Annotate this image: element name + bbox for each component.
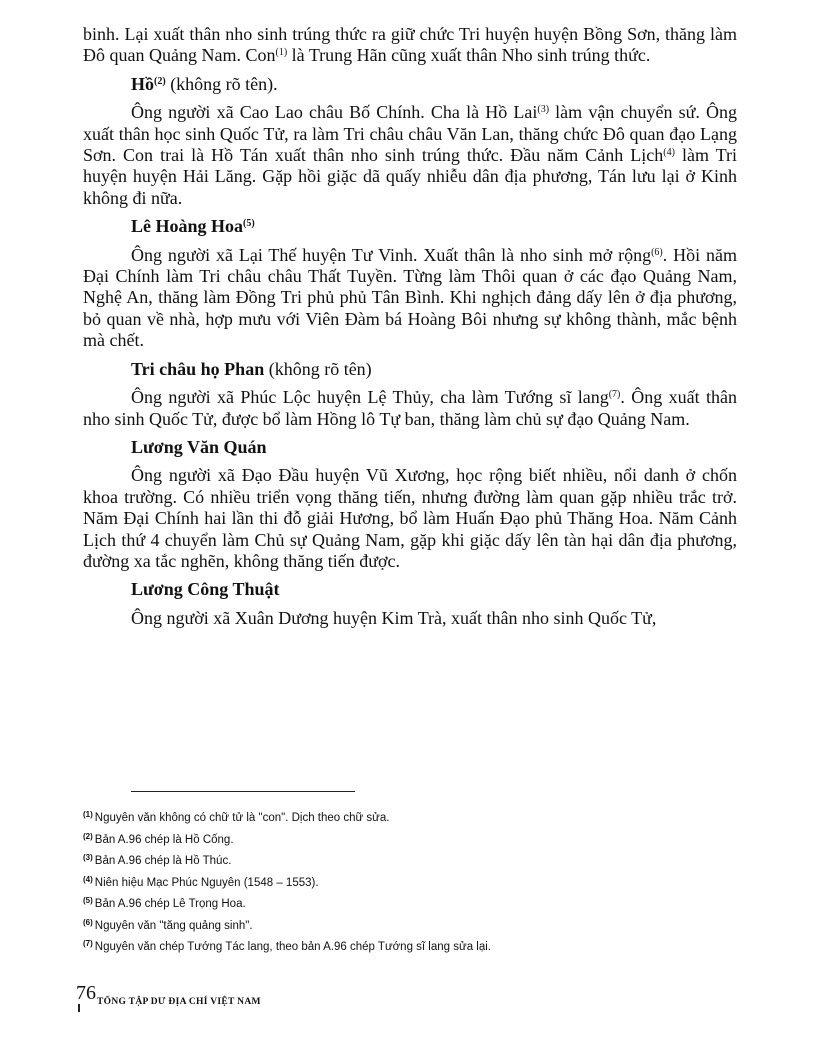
entry-heading-luong-cong-thuat: Lương Công Thuật (131, 579, 280, 600)
page-footer (76, 982, 261, 1007)
paragraph-luong-cong-thuat: Ông người xã Xuân Dương huyện Kim Trà, xuất thân nho sinh Quốc Tử, (131, 607, 657, 628)
footnote-ref[interactable]: (5) (243, 218, 255, 230)
footnote-ref[interactable]: (7) (608, 389, 621, 401)
entry-heading-le-hoang-hoa: Lê Hoàng Hoa$^{(5)}$ (131, 216, 255, 237)
running-head: TỔNG TẬP DƯ ĐỊA CHÍ VIỆT NAM (97, 997, 261, 1007)
page-body (83, 24, 737, 629)
footnote-ref[interactable]: (4) (663, 147, 675, 159)
footnotes (83, 811, 743, 962)
footnote-item: $^{(4)}$ Niên hiệu Mạc Phúc Nguyên (1548 – 1553). (83, 874, 319, 889)
paragraph-continuation: binh. Lại xuất thân nho sinh trúng thức ra giữ chức Tri huyện huyện Bồng Sơn, thăng làm Đô quan Quảng Nam. Con$^{(1)}$ là Trung Hãn cũng xuất thân Nho sinh trúng thức. (83, 24, 737, 66)
footnote-item: $^{(1)}$ Nguyên văn không có chữ tử là "con". Dịch theo chữ sửa. (83, 810, 390, 824)
footnote-ref[interactable]: (2) (154, 75, 166, 87)
paragraph-le-hoang-hoa: Ông người xã Lại Thế huyện Tư Vinh. Xuất thân là nho sinh mở rộng$^{(6)}$. Hồi năm Đại Chính làm Tri châu châu Thất Tuyền. Từng làm Thôi quan ở các đạo Quảng Nam, Nghệ An, thăng làm Đồng Tri phủ phủ Tân Bình. Khi nghịch đảng dấy lên ở địa phương, bỏ quan về nhà, hợp mưu với Viên Đàm bá Hoàng Bôi nhưng sự không thành, mắc bệnh mà chết. (83, 244, 737, 351)
entry-heading-luong-van-quan: Lương Văn Quán (131, 436, 267, 457)
footnote-item: $^{(7)}$ Nguyên văn chép Tướng Tác lang, theo bản A.96 chép Tướng sĩ lang sửa lại. (83, 939, 491, 953)
paragraph-luong-van-quan: Ông người xã Đạo Đầu huyện Vũ Xương, học rộng biết nhiều, nổi danh ở chốn khoa trường. Có nhiều triển vọng thăng tiến, nhưng đường làm quan gặp nhiều trắc trở. Năm Đại Chính hai lần thi đỗ giải Hương, bổ làm Huấn Đạo phủ Thăng Hoa. Năm Cảnh Lịch thứ 4 chuyển làm Chủ sự Quảng Nam, gặp khi giặc dấy lên tàn hại dân địa phương, đường xa tắc nghẽn, không thăng tiến được. (83, 465, 737, 571)
footnote-ref[interactable]: (6) (651, 246, 663, 258)
entry-heading-ho: Hồ$^{(2)}$ (không rõ tên). (131, 73, 278, 94)
footnote-separator (131, 791, 355, 792)
entry-heading-tri-chau-ho-phan: Tri châu họ Phan (không rõ tên) (131, 358, 372, 379)
footnote-item: $^{(6)}$ Nguyên văn "tăng quảng sinh". (83, 917, 253, 932)
footnote-item: $^{(5)}$ Bản A.96 chép Lê Trọng Hoa. (83, 896, 246, 910)
footer-tick-mark (78, 1004, 80, 1012)
paragraph-tri-chau-ho-phan: Ông người xã Phúc Lộc huyện Lệ Thủy, cha làm Tướng sĩ lang$^{(7)}$. Ông xuất thân nho sinh Quốc Tử, được bổ làm Hồng lô Tự ban, thăng làm chủ sự đạo Quảng Nam. (83, 387, 737, 429)
page-number: 76 (76, 982, 96, 1004)
footnote-ref[interactable]: (3) (537, 104, 550, 116)
footnote-item: $^{(3)}$ Bản A.96 chép là Hồ Thúc. (83, 853, 232, 867)
footnote-item: $^{(2)}$ Bản A.96 chép là Hồ Cống. (83, 831, 234, 846)
paragraph-ho: Ông người xã Cao Lao châu Bố Chính. Cha là Hồ Lai$^{(3)}$ làm vận chuyển sứ. Ông xuất thân học sinh Quốc Tử, ra làm Tri châu châu Văn Lan, thăng chức Đô quan đạo Lạng Sơn. Con trai là Hồ Tán xuất thân nho sinh trúng thức. Đầu năm Cảnh Lịch$^{(4)}$ làm Tri huyện huyện Hải Lăng. Gặp hồi giặc dã quấy nhiễu dân địa phương, Tán lưu lại ở Kinh không đi nữa. (83, 102, 737, 208)
footnote-ref[interactable]: (1) (275, 47, 288, 59)
